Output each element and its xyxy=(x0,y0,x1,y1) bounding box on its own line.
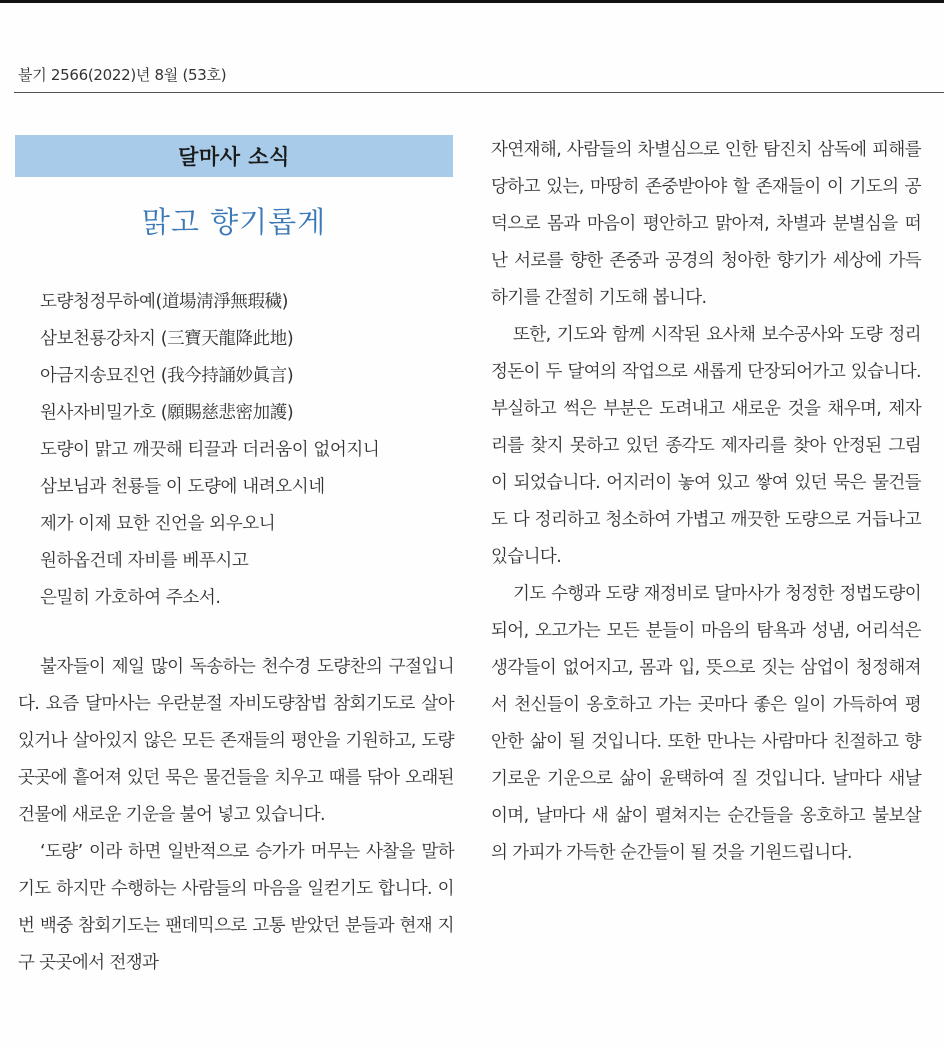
paragraph: 불자들이 제일 많이 독송하는 천수경 도량찬의 구절입니다. 요즘 달마사는 우란분절 자비도량참법 참회기도로 살아있거나 살아있지 않은 모든 존재들의 평안을 기원하고, 도량 곳곳에 흩어져 있던 묵은 물건들을 치우고 때를 닦아 오래된 건물에 새로운 기운을 불어 넣고 있습니다. xyxy=(18,657,454,825)
header-divider xyxy=(14,92,944,93)
paragraph: 기도 수행과 도량 재정비로 달마사가 청정한 정법도량이 되어, 오고가는 모든 분들이 마음의 탐욕과 성냄, 어리석은 생각들이 없어지고, 몸과 입, 뜻으로 짓는 삼업이 청정해져서 천신들이 옹호하고 가는 곳마다 좋은 일이 가득하여 평안한 삶이 될 것입니다. 또한 만나는 사람마다 친절하고 향기로운 기운으로 삶이 윤택하여 질 것입니다. 날마다 새날이며, 날마다 새 삶이 펼쳐지는 순간들을 옹호하고 불보살의 가피가 가득한 순간들이 될 것을 기원드립니다. xyxy=(491,584,921,863)
poem-line: 삼보님과 천룡들 이 도량에 내려오시네 xyxy=(40,477,325,497)
poem-line: 아금지송묘진언 (我今持誦妙眞言) xyxy=(40,366,294,386)
top-border xyxy=(0,0,944,3)
poem-line: 도량이 맑고 깨끗해 티끌과 더러움이 없어지니 xyxy=(40,440,380,460)
paragraph: 또한, 기도와 함께 시작된 요사채 보수공사와 도량 정리 정돈이 두 달여의 작업으로 새롭게 단장되어가고 있습니다. 부실하고 썩은 부분은 도려내고 새로운 것을 채우며, 제자리를 찾지 못하고 있던 종각도 제자리를 찾아 안정된 그림이 되었습니다. 어지러이 놓여 있고 쌓여 있던 묵은 물건들도 다 정리하고 청소하여 가볍고 깨끗한 도량으로 거듭나고 있습니다. xyxy=(491,325,921,567)
section-banner-label: 달마사 소식 xyxy=(178,145,290,169)
poem-line: 삼보천룡강차지 (三寶天龍降此地) xyxy=(40,329,294,349)
right-column-body xyxy=(491,132,921,872)
paragraph: ‘도량’ 이라 하면 일반적으로 승가가 머무는 사찰을 말하기도 하지만 수행하는 사람들의 마음을 일컫기도 합니다. 이번 백중 참회기도는 팬데믹으로 고통 받았던 분들과 현재 지구 곳곳에서 전쟁과 xyxy=(18,842,454,973)
poem-line: 도량청정무하예(道場淸淨無瑕穢) xyxy=(40,292,289,312)
poem-block xyxy=(40,284,460,617)
left-column-body xyxy=(18,649,454,982)
article-title: 맑고 향기롭게 xyxy=(141,205,327,239)
poem-line: 은밀히 가호하여 주소서. xyxy=(40,588,221,608)
section-banner xyxy=(15,135,453,177)
poem-line: 제가 이제 묘한 진언을 외우오니 xyxy=(40,514,276,534)
poem-line: 원사자비밀가호 (願賜慈悲密加護) xyxy=(40,403,294,423)
paragraph: 자연재해, 사람들의 차별심으로 인한 탐진치 삼독에 피해를 당하고 있는, 마땅히 존중받아야 할 존재들이 이 기도의 공덕으로 몸과 마음이 평안하고 맑아져, 차별과 분별심을 떠난 서로를 향한 존중과 공경의 청아한 향기가 세상에 가득하기를 간절히 기도해 봅니다. xyxy=(491,140,921,308)
poem-line: 원하옵건데 자비를 베푸시고 xyxy=(40,551,249,571)
issue-header: 불기 2566(2022)년 8월 (53호) xyxy=(18,66,227,84)
